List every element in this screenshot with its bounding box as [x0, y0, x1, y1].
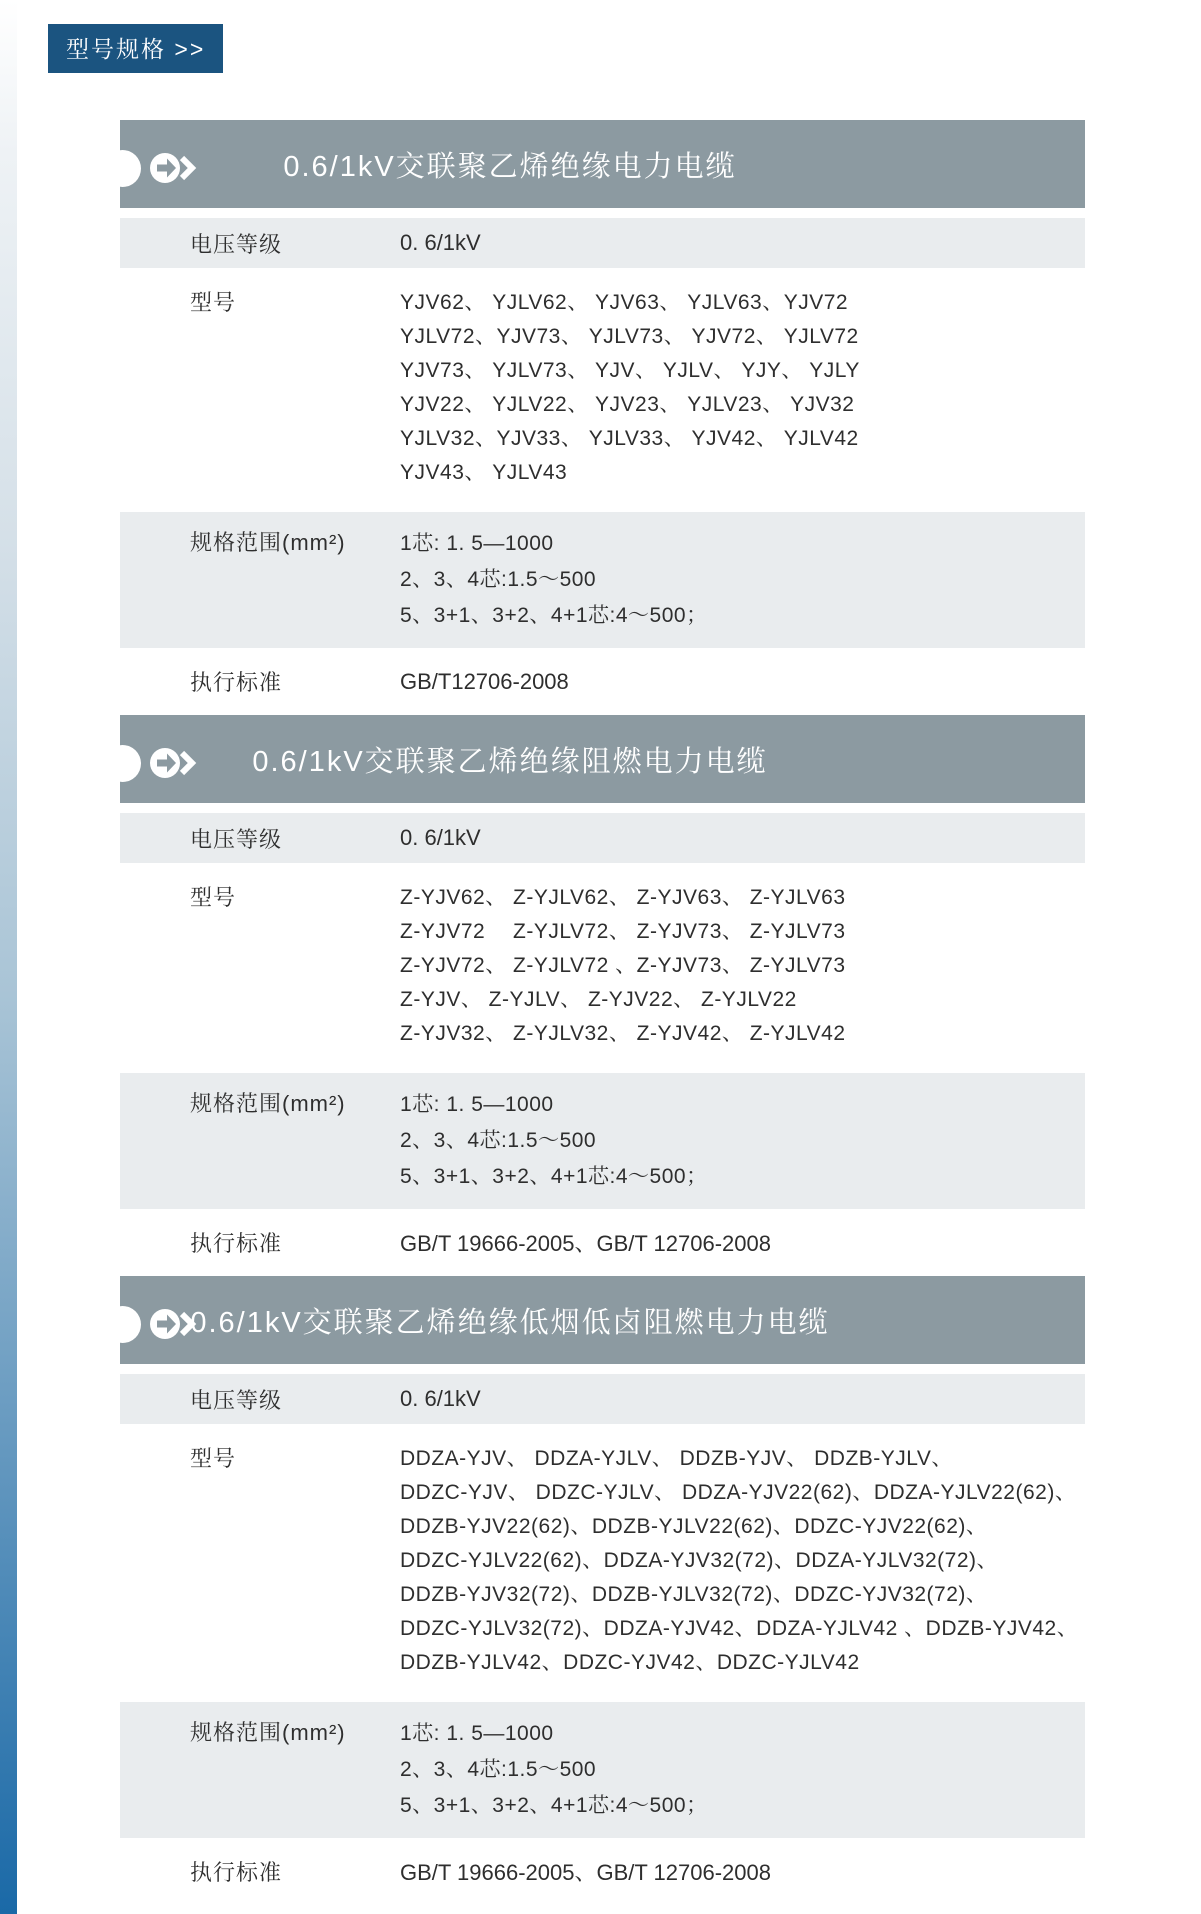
- spec-row: [120, 512, 1085, 648]
- voltage-label: 电压等级: [190, 826, 283, 852]
- voltage-value: 0. 6/1kV: [400, 1386, 481, 1411]
- spec-line: 5、3+1、3+2、4+1芯:4～500；: [400, 604, 708, 627]
- spec-label: 规格范围(mm²): [190, 1091, 346, 1116]
- section-title: 0.6/1kV交联聚乙烯绝缘阻燃电力电缆: [252, 745, 768, 778]
- section-badge: 型号规格 >>: [48, 24, 223, 73]
- voltage-label: 电压等级: [190, 1387, 283, 1413]
- spec-list: [400, 1087, 708, 1195]
- voltage-row: [120, 1374, 1085, 1424]
- spec-line: 2、3、4芯:1.5～500: [400, 568, 597, 591]
- model-line: Z-YJV72 Z-YJLV72、 Z-YJV73、 Z-YJLV73: [400, 920, 846, 943]
- standard-value: GB/T12706-2008: [400, 668, 569, 694]
- model-line: YJV73、 YJLV73、 YJV、 YJLV、 YJY、 YJLY: [400, 359, 860, 382]
- section-2-header: [120, 715, 1085, 803]
- model-line: YJV22、 YJLV22、 YJV23、 YJLV23、 YJV32: [400, 393, 855, 416]
- model-label: 型号: [190, 1446, 237, 1471]
- model-line: Z-YJV72、 Z-YJLV72 、Z-YJV73、 Z-YJLV73: [400, 954, 846, 977]
- voltage-value: 0. 6/1kV: [400, 230, 481, 255]
- standard-value: GB/T 19666-2005、GB/T 12706-2008: [400, 1860, 771, 1885]
- spec-line: 5、3+1、3+2、4+1芯:4～500；: [400, 1165, 708, 1188]
- model-line: Z-YJV32、 Z-YJLV32、 Z-YJV42、 Z-YJLV42: [400, 1022, 846, 1045]
- model-line: Z-YJV、 Z-YJLV、 Z-YJV22、 Z-YJLV22: [400, 988, 797, 1011]
- spec-label: 规格范围(mm²): [190, 530, 346, 555]
- model-label: 型号: [190, 290, 237, 315]
- model-line: DDZB-YJV32(72)、DDZB-YJLV32(72)、DDZC-YJV32(72)、: [400, 1583, 988, 1606]
- model-row: [120, 1424, 1085, 1702]
- model-label: 型号: [190, 885, 237, 910]
- standard-row: [120, 1838, 1085, 1905]
- standard-value: GB/T 19666-2005、GB/T 12706-2008: [400, 1231, 771, 1256]
- voltage-label: 电压等级: [190, 231, 283, 257]
- model-line: DDZA-YJV、 DDZA-YJLV、 DDZB-YJV、 DDZB-YJLV、: [400, 1447, 953, 1470]
- voltage-row: [120, 218, 1085, 268]
- model-line: YJLV72、YJV73、 YJLV73、 YJV72、 YJLV72: [400, 325, 859, 348]
- spec-row: [120, 1702, 1085, 1838]
- model-line: DDZC-YJLV22(62)、DDZA-YJV32(72)、DDZA-YJLV32(72)、: [400, 1549, 999, 1572]
- model-line: DDZB-YJLV42、DDZC-YJV42、DDZC-YJLV42: [400, 1651, 860, 1674]
- model-line: Z-YJV62、 Z-YJLV62、 Z-YJV63、 Z-YJLV63: [400, 886, 846, 909]
- model-list: [400, 286, 860, 490]
- spec-line: 2、3、4芯:1.5～500: [400, 1758, 597, 1781]
- model-list: [400, 1442, 1078, 1680]
- spec-line: 1芯: 1. 5—1000: [400, 1093, 554, 1116]
- section-title: 0.6/1kV交联聚乙烯绝缘电力电缆: [283, 150, 737, 183]
- content-column: [120, 120, 1085, 1905]
- standard-row: [120, 1209, 1085, 1276]
- spec-list: [400, 1716, 708, 1824]
- model-line: DDZC-YJV、 DDZC-YJLV、 DDZA-YJV22(62)、DDZA-YJLV22(62)、: [400, 1481, 1077, 1504]
- model-row: [120, 863, 1085, 1073]
- spec-list: [400, 526, 708, 634]
- section-title: 0.6/1kV交联聚乙烯绝缘低烟低卤阻燃电力电缆: [190, 1306, 830, 1339]
- standard-label: 执行标准: [190, 1231, 283, 1256]
- model-list: [400, 881, 846, 1051]
- model-line: YJLV32、YJV33、 YJLV33、 YJV42、 YJLV42: [400, 427, 859, 450]
- model-line: YJV43、 YJLV43: [400, 461, 568, 484]
- standard-label: 执行标准: [190, 1860, 283, 1885]
- section-3-header: [120, 1276, 1085, 1364]
- model-row: [120, 268, 1085, 512]
- model-line: DDZB-YJV22(62)、DDZB-YJLV22(62)、DDZC-YJV22(62)、: [400, 1515, 988, 1538]
- spec-label: 规格范围(mm²): [190, 1720, 346, 1745]
- section-1-header: [120, 120, 1085, 208]
- spec-line: 5、3+1、3+2、4+1芯:4～500；: [400, 1794, 708, 1817]
- spec-line: 1芯: 1. 5—1000: [400, 1722, 554, 1745]
- voltage-row: [120, 813, 1085, 863]
- standard-row: [120, 648, 1085, 715]
- standard-label: 执行标准: [190, 670, 283, 695]
- model-line: YJV62、 YJLV62、 YJV63、 YJLV63、YJV72: [400, 291, 849, 314]
- voltage-value: 0. 6/1kV: [400, 825, 481, 850]
- spec-row: [120, 1073, 1085, 1209]
- left-gradient-bar: [0, 0, 17, 1914]
- spec-line: 2、3、4芯:1.5～500: [400, 1129, 597, 1152]
- spec-line: 1芯: 1. 5—1000: [400, 532, 554, 555]
- model-line: DDZC-YJLV32(72)、DDZA-YJV42、DDZA-YJLV42 、DDZB-YJV42、: [400, 1617, 1079, 1640]
